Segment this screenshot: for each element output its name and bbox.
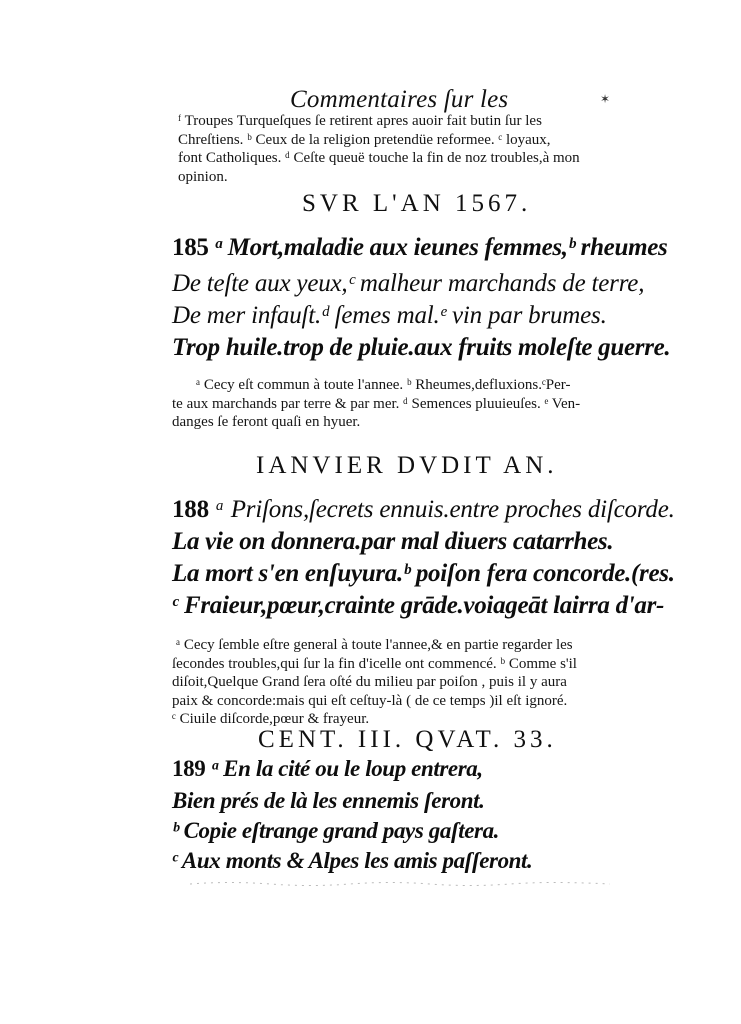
- printer-mark: ✶: [600, 92, 611, 106]
- verse-line: De teſte aux yeux,ᶜ malheur marchands de terre,: [172, 270, 645, 297]
- section-notes: [172, 636, 577, 729]
- ink-smudge-decoration: [190, 880, 610, 888]
- verse-line: La vie on donnera.par mal diuers catarrhes.: [172, 528, 614, 555]
- note-line: ᵃ Cecy ſemble eſtre general à toute l'annee,& en partie regarder les: [176, 637, 573, 653]
- verse-line: [172, 496, 675, 524]
- running-head: Commentaires ſur les: [290, 86, 509, 113]
- verse-text: ᵃ Priſons,ſecrets ennuis.entre proches diſcorde.: [214, 496, 675, 523]
- note-line: ᵃ Cecy eſt commun à toute l'annee. ᵇ Rheumes,defluxions.ᶜPer-: [196, 377, 571, 393]
- quatrain-number: 189: [172, 756, 206, 781]
- note-line: ſecondes troubles,qui ſur la fin d'icelle ont commencé. ᵇ Comme s'il: [172, 655, 577, 672]
- note-line: ᶠ Troupes Turqueſques ſe retirent apres auoir fait butin ſur les: [178, 113, 542, 129]
- note-line: paix & concorde:mais qui eſt ceſtuy-là ( de ce temps )il eſt ignoré.: [172, 692, 568, 709]
- section-heading: CENT. III. QVAT. 33.: [258, 726, 557, 753]
- verse-line: [172, 234, 667, 262]
- note-line: te aux marchands par terre & par mer. ᵈ Semences pluuieuſes. ᵉ Ven-: [172, 395, 581, 412]
- section-heading: SVR L'AN 1567.: [302, 190, 532, 217]
- verse-text: ᵃ Mort,maladie aux ieunes femmes,ᵇ rheumes: [214, 234, 668, 261]
- note-line: Chreſtiens. ᵇ Ceux de la religion pretendüe reformee. ᶜ loyaux,: [178, 131, 551, 148]
- verse-line: ᵇ Copie eſtrange grand pays gaſtera.: [172, 818, 500, 843]
- section-notes: [172, 376, 580, 432]
- quatrain-number: 185: [172, 234, 209, 261]
- verse-line: ᶜ Fraieur,pœur,crainte grāde.voiageāt lairra d'ar-: [172, 592, 665, 619]
- verse-line: Trop huile.trop de pluie.aux fruits moleſte guerre.: [172, 334, 671, 361]
- note-line: diſoit,Quelque Grand ſera oſté du milieu par poiſon , puis il y aura: [172, 674, 567, 691]
- top-notes: [178, 112, 580, 186]
- note-line: font Catholiques. ᵈ Ceſte queuë touche la fin de noz troubles,à mon: [178, 150, 580, 167]
- note-line: ᶜ Ciuile diſcorde,pœur & frayeur.: [172, 711, 370, 728]
- verse-text: ᵃ En la cité ou le loup entrera,: [211, 756, 483, 781]
- verse-line: ᶜ Aux monts & Alpes les amis paſſeront.: [172, 848, 533, 873]
- verse-line: [172, 756, 483, 782]
- verse-line: La mort s'en enſuyura.ᵇ poiſon fera concorde.(res.: [172, 560, 675, 587]
- note-line: opinion.: [178, 168, 228, 185]
- verse-line: De mer infauſt.ᵈ ſemes mal.ᵉ vin par brumes.: [172, 302, 607, 329]
- section-heading: IANVIER DVDIT AN.: [256, 452, 558, 479]
- verse-line: Bien prés de là les ennemis ſeront.: [172, 788, 485, 813]
- quatrain-number: 188: [172, 496, 209, 523]
- note-line: danges ſe feront quaſi en hyuer.: [172, 414, 361, 431]
